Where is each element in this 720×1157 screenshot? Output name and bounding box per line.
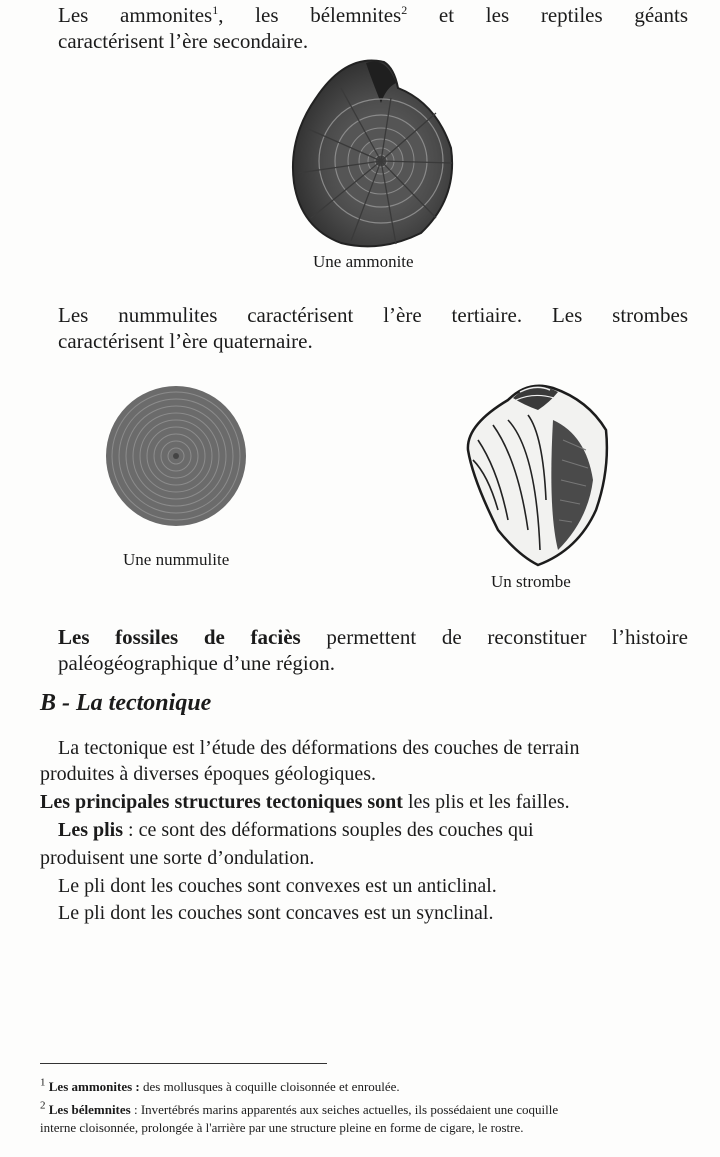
intro-line-2: caractérisent l’ère secondaire. bbox=[58, 29, 309, 53]
strombe-caption: Un strombe bbox=[491, 572, 571, 591]
strombe-illustration bbox=[458, 380, 610, 570]
intro-line-1: Les ammonites$^1$, les bélemnites$^2$ et les reptiles géants bbox=[58, 3, 689, 27]
facies-paragraph bbox=[58, 624, 688, 676]
facies-line-1: Les fossiles de faciès permettent de reconstituer l’histoire bbox=[58, 625, 688, 649]
footnote-ref-2[interactable]: 2 bbox=[401, 3, 408, 17]
ammonite-caption: Une ammonite bbox=[313, 252, 414, 271]
tectonique-p5: Le pli dont les couches sont concaves est un synclinal. bbox=[58, 902, 494, 924]
ammonite-illustration bbox=[286, 58, 461, 250]
tectonique-p4: Le pli dont les couches sont convexes est un anticlinal. bbox=[58, 875, 497, 897]
tectonique-p3-line2: produisent une sorte d’ondulation. bbox=[40, 847, 315, 869]
footnote-2-line-2: interne cloisonnée, prolongée à l'arrière par une structure pleine en forme de cigare, le rostre. bbox=[40, 1120, 524, 1135]
tertiary-line-2: caractérisent l’ère quaternaire. bbox=[58, 329, 313, 353]
section-b-title: B - La tectonique bbox=[40, 690, 212, 716]
footnote-ref-1[interactable]: 1 bbox=[212, 3, 219, 17]
intro-paragraph bbox=[58, 2, 688, 54]
footnote-2-line-1: $^2$ Les bélemnites : Invertébrés marins apparentés aux seiches actuelles, ils possédaient une coquille bbox=[40, 1099, 559, 1117]
tertiary-paragraph bbox=[58, 302, 688, 354]
nummulite-illustration bbox=[105, 385, 247, 527]
footnote-separator bbox=[40, 1063, 327, 1064]
tectonique-p1-line1: La tectonique est l’étude des déformations des couches de terrain bbox=[58, 737, 580, 759]
footnote-2 bbox=[40, 1101, 690, 1137]
tectonique-p1-line2: produites à diverses époques géologiques. bbox=[40, 763, 377, 785]
footnote-1: $^1$ Les ammonites : des mollusques à coquille cloisonnée et enroulée. bbox=[40, 1076, 400, 1094]
nummulite-caption: Une nummulite bbox=[123, 550, 230, 569]
tertiary-line-1: Les nummulites caractérisent l’ère tertiaire. Les strombes bbox=[58, 303, 688, 327]
tectonique-p2: Les principales structures tectoniques sont les plis et les failles. bbox=[40, 791, 570, 813]
facies-line-2: paléogéographique d’une région. bbox=[58, 651, 335, 675]
tectonique-p3-line1: Les plis : ce sont des déformations souples des couches qui bbox=[58, 819, 534, 841]
